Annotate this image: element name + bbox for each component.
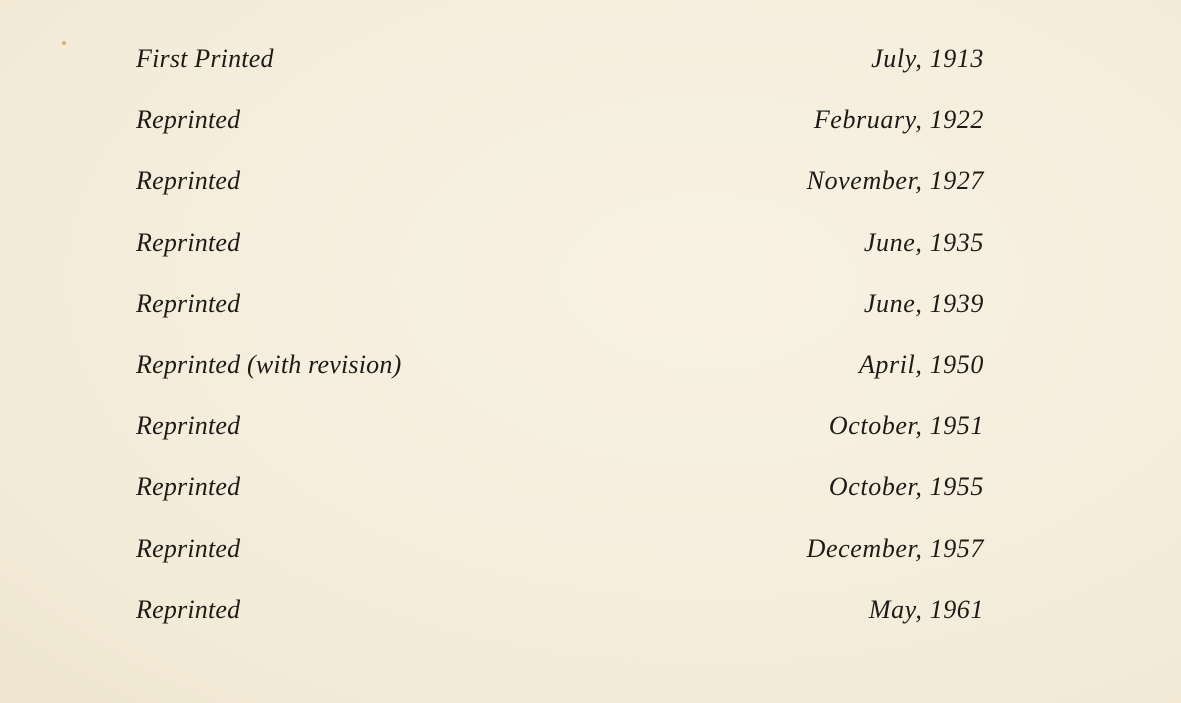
printing-history-row bbox=[136, 403, 984, 464]
printing-history-row bbox=[136, 158, 984, 219]
printing-label: Reprinted bbox=[136, 533, 241, 563]
printing-history-row bbox=[136, 526, 984, 587]
printing-label: Reprinted bbox=[136, 288, 241, 318]
printing-label: Reprinted bbox=[136, 594, 241, 624]
printing-label: Reprinted bbox=[136, 227, 241, 257]
printing-history-row bbox=[136, 464, 984, 525]
printing-history-row bbox=[136, 281, 984, 342]
printing-label: Reprinted bbox=[136, 411, 241, 441]
printing-history-list bbox=[136, 36, 984, 648]
paper-speck bbox=[62, 41, 66, 45]
printing-date: December, 1957 bbox=[806, 533, 984, 563]
printing-history-row bbox=[136, 220, 984, 281]
printing-date: July, 1913 bbox=[871, 44, 984, 73]
printing-date: May, 1961 bbox=[868, 594, 984, 624]
printing-history-row bbox=[136, 36, 984, 97]
printing-history-row bbox=[136, 342, 984, 403]
printing-label: Reprinted bbox=[136, 166, 241, 196]
printing-history-row bbox=[136, 97, 984, 158]
printing-label: Reprinted (with revision) bbox=[136, 349, 402, 379]
printing-history-row bbox=[136, 587, 984, 648]
printing-date: June, 1935 bbox=[863, 227, 984, 257]
printing-label: First Printed bbox=[136, 44, 274, 73]
printing-date: November, 1927 bbox=[806, 166, 984, 196]
printing-date: February, 1922 bbox=[813, 105, 984, 135]
printing-label: Reprinted bbox=[136, 472, 241, 502]
printing-date: October, 1955 bbox=[828, 472, 984, 502]
printing-date: April, 1950 bbox=[858, 349, 984, 379]
printing-date: October, 1951 bbox=[828, 411, 984, 441]
printing-label: Reprinted bbox=[136, 105, 241, 135]
printing-date: June, 1939 bbox=[863, 288, 984, 318]
